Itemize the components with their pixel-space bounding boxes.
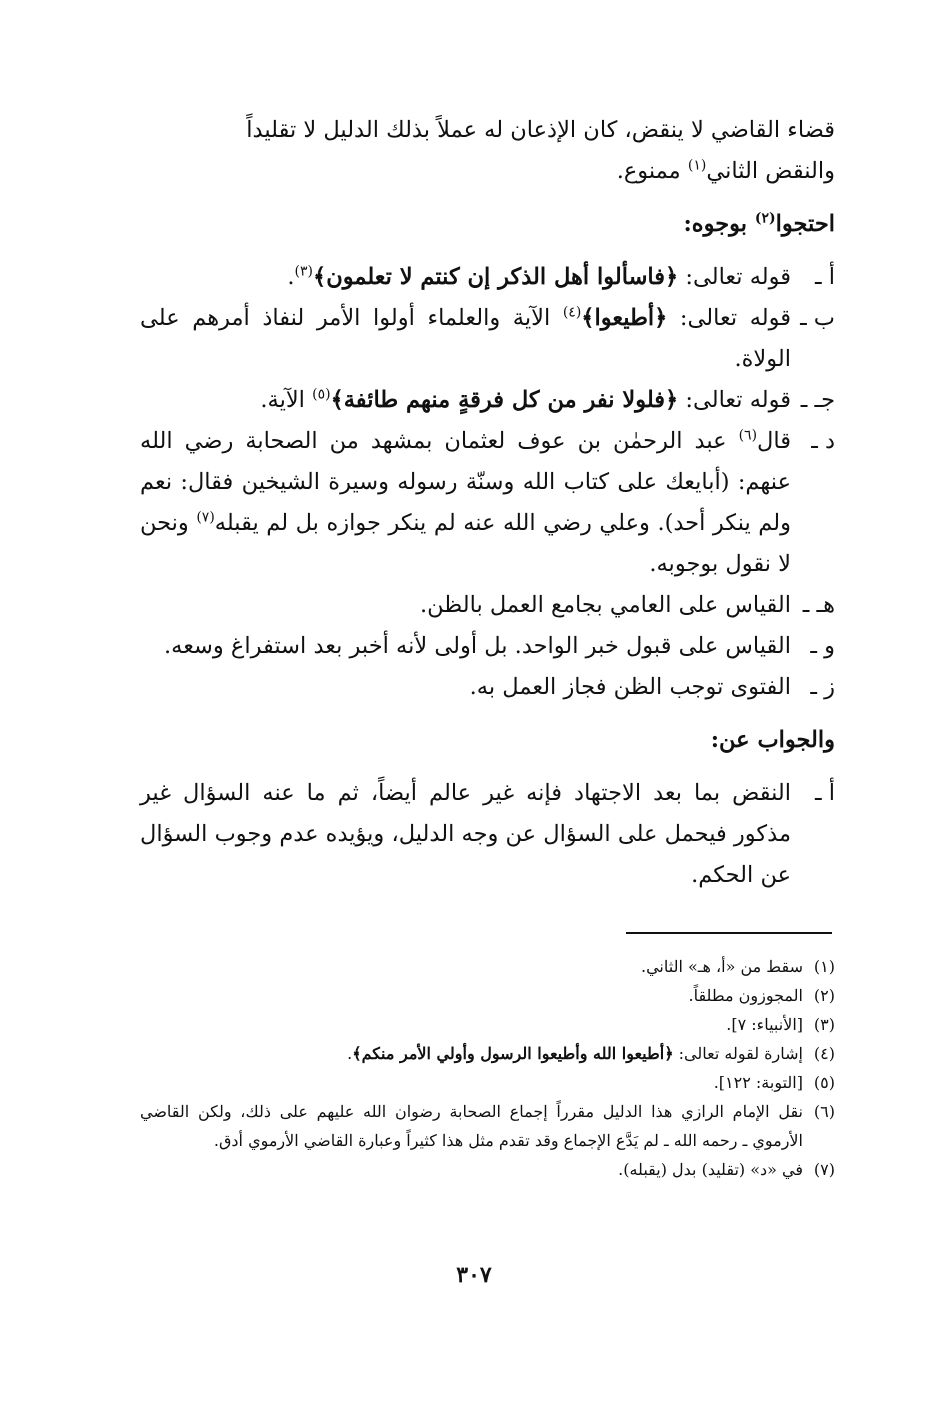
item-intro: قوله تعالى: [667, 305, 791, 331]
item-label: أ ـ [815, 780, 835, 806]
item-label: ز ـ [810, 674, 835, 700]
footnotes [140, 952, 835, 1184]
answer-item-a [140, 773, 835, 896]
item-text [140, 380, 791, 421]
item-middle: عبد الرحمٰن بن عوف لعثمان بمشهد من الصحابة رضي الله عنهم: (أبايعك على كتاب الله وسنّة رسوله وسيرة الشيخين فقال: نعم ولم ينكر أحد). وعلي رضي الله عنه لم ينكر جوازه بل لم يقبله [140, 428, 791, 536]
footnote-ref-3[interactable]: (٣) [294, 263, 314, 280]
footnote-number: (٧) [813, 1160, 835, 1179]
quran-quote: ﴿أطيعوا﴾ [581, 305, 668, 331]
quran-quote: ﴿أطيعوا الله وأطيعوا الرسول وأولي الأمر منكم﴾ [352, 1044, 674, 1063]
footnote-number: (٦) [813, 1102, 835, 1121]
item-intro: قال [757, 428, 791, 454]
item-text [140, 298, 791, 380]
argument-item-z [140, 667, 835, 708]
argument-item-a [140, 257, 835, 298]
footnote-ref-7[interactable]: (٧) [196, 509, 215, 526]
item-label: و ـ [810, 633, 835, 659]
item-end: الآية والعلماء أولوا الأمر لنفاذ أمرهم على الولاة. [140, 305, 791, 372]
item-label: ب ـ [800, 305, 835, 331]
argument-item-c [140, 380, 835, 421]
footnote-intro: إشارة لقوله تعالى: [673, 1044, 803, 1063]
footnote-text: [التوبة: ١٢٢]. [713, 1073, 803, 1092]
item-text: القياس على العامي بجامع العمل بالظن. [420, 592, 791, 618]
intro-line-1: قضاء القاضي لا ينقض، كان الإذعان له عملاً بذلك الدليل لا تقليداً [246, 117, 835, 143]
footnote [140, 1155, 835, 1184]
arguments-heading [140, 204, 835, 245]
footnote [140, 1097, 835, 1155]
footnote [140, 981, 835, 1010]
arguments-heading-word: احتجوا [775, 211, 835, 237]
footnote-number: (١) [813, 957, 835, 976]
arguments-heading-rest: بوجوه: [683, 211, 755, 237]
footnote-separator [626, 932, 832, 934]
item-intro: قوله تعالى: [678, 264, 791, 290]
quran-quote: ﴿فلولا نفر من كل فرقةٍ منهم طائفة﴾ [330, 387, 679, 413]
intro-line-2-end: ممنوع. [616, 158, 688, 184]
footnote [140, 1039, 835, 1068]
footnote-text: في «د» (تقليد) بدل (يقبله). [618, 1160, 803, 1179]
quran-quote: ﴿فاسألوا أهل الذكر إن كنتم لا تعلمون﴾ [313, 264, 679, 290]
item-text [140, 421, 791, 585]
item-text: القياس على قبول خبر الواحد. بل أولى لأنه أخبر بعد استفراغ وسعه. [163, 633, 791, 659]
argument-item-b [140, 298, 835, 380]
item-end: . [287, 264, 295, 290]
footnote-text [140, 1039, 803, 1068]
item-end: ونحن لا نقول بوجوبه. [140, 510, 791, 577]
answer-text: النقض بما بعد الاجتهاد فإنه غير عالم أيضاً، ثم ما عنه السؤال غير مذكور فيحمل على السؤال عن وجه الدليل، ويؤيده عدم وجوب السؤال عن الحكم. [140, 780, 791, 888]
argument-item-h [140, 585, 835, 626]
item-label: د ـ [811, 428, 835, 454]
footnote-text: المجوزون مطلقاً. [688, 986, 803, 1005]
item-label: جـ ـ [800, 387, 835, 413]
footnote [140, 1068, 835, 1097]
footnote-number: (٥) [813, 1073, 835, 1092]
argument-item-d [140, 421, 835, 585]
item-label: هـ ـ [802, 592, 835, 618]
footnote-end: . [347, 1044, 353, 1063]
footnote-number: (٣) [813, 1015, 835, 1034]
intro-line-2: والنقض الثاني [706, 158, 835, 184]
footnote-number: (٢) [813, 986, 835, 1005]
argument-item-w [140, 626, 835, 667]
item-intro: قوله تعالى: [678, 387, 791, 413]
footnote-ref-6[interactable]: (٦) [738, 427, 758, 444]
item-text [140, 257, 791, 298]
item-end: الآية. [260, 387, 313, 413]
main-text [140, 110, 835, 896]
answer-heading: والجواب عن: [710, 727, 835, 753]
footnote [140, 1010, 835, 1039]
footnote-ref-1[interactable]: (١) [687, 157, 707, 174]
footnote-ref-5[interactable]: (٥) [312, 386, 331, 403]
footnote-ref-4[interactable]: (٤) [562, 304, 582, 321]
intro-paragraph [140, 110, 835, 192]
footnote [140, 952, 835, 981]
footnote-number: (٤) [813, 1044, 835, 1063]
footnote-text: [الأنبياء: ٧]. [726, 1015, 803, 1034]
item-label: أ ـ [815, 264, 835, 290]
footnote-ref-2[interactable]: (٢) [754, 210, 776, 227]
footnote-text: نقل الإمام الرازي هذا الدليل مقرراً إجماع الصحابة رضوان الله عليهم على ذلك، ولكن القاضي الأرموي ـ رحمه الله ـ لم يَدَّع الإجماع وقد تقدم مثل هذا كثيراً وعبارة القاضي الأرموي أدق. [140, 1102, 804, 1150]
item-text: الفتوى توجب الظن فجاز العمل به. [469, 674, 791, 700]
page-number: ٣٠٧ [456, 1262, 492, 1288]
footnote-text: سقط من «أ، هـ» الثاني. [641, 957, 803, 976]
